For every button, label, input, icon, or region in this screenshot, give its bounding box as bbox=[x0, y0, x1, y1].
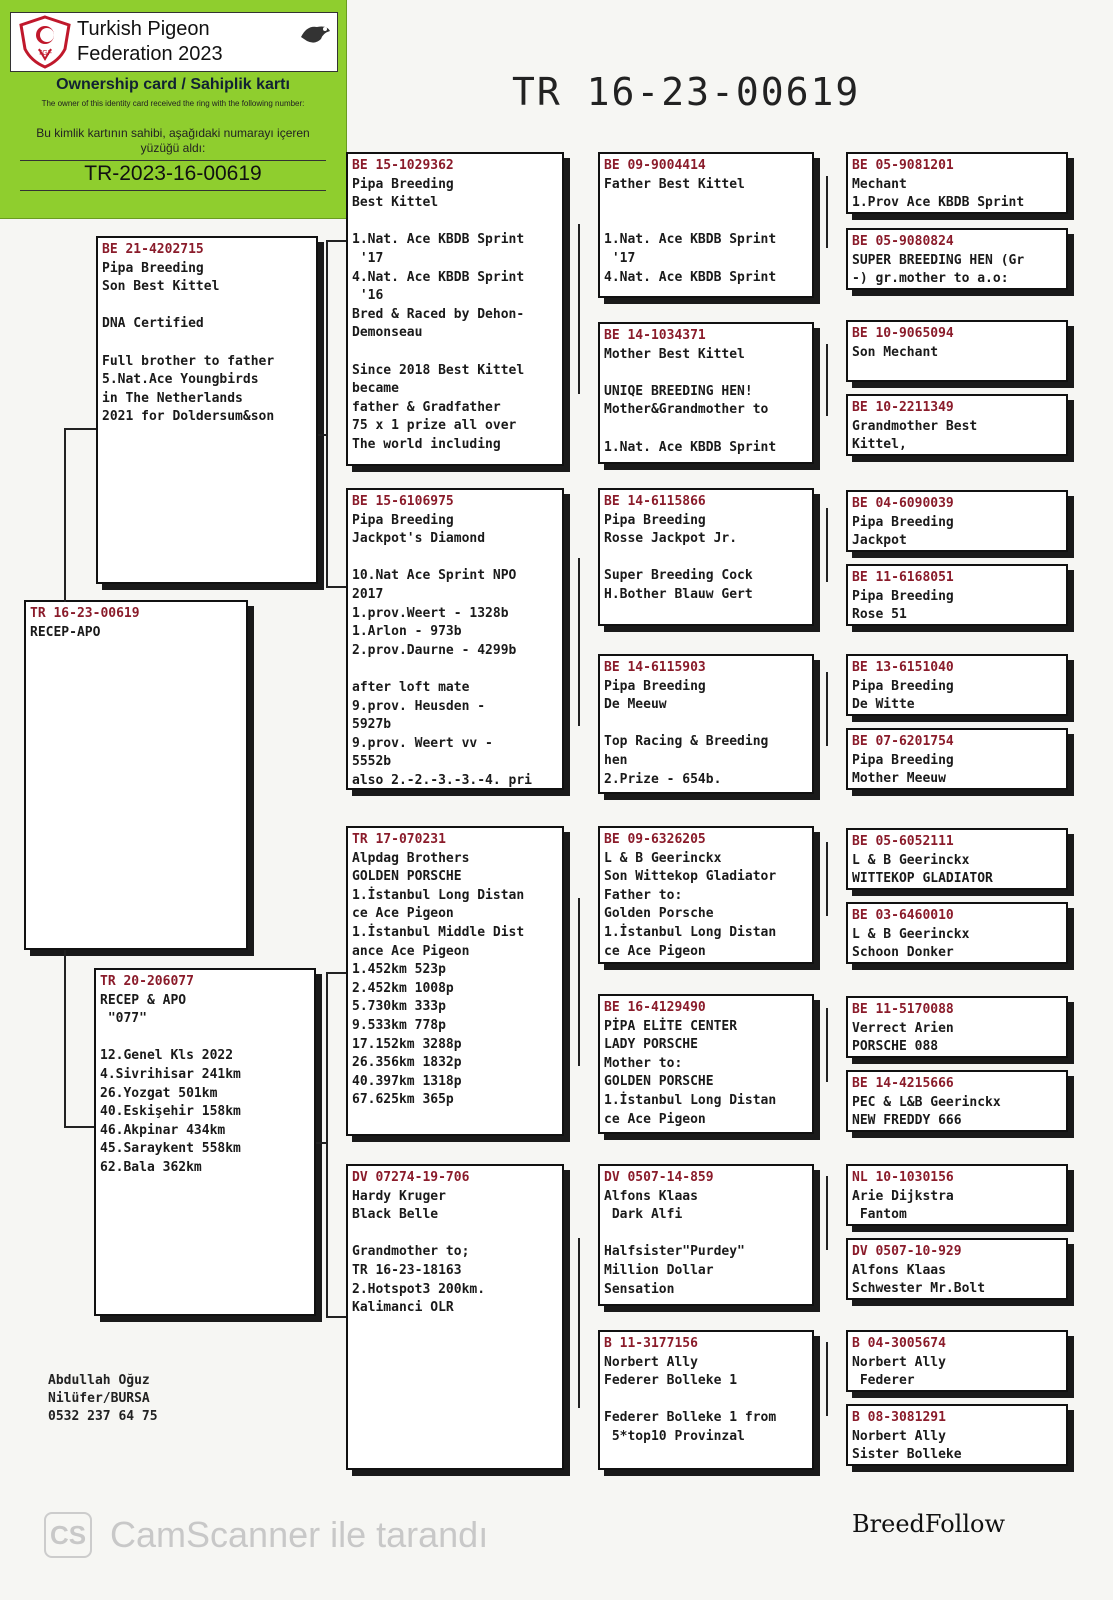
gen4-pigeon-14 bbox=[846, 1238, 1068, 1300]
pigeon-notes: Arie Dijkstra Fantom bbox=[852, 1188, 954, 1223]
pigeon-notes: Pipa Breeding Rosse Jackpot Jr. Super Breeding Cock H.Bother Blauw Gert bbox=[604, 512, 753, 602]
connector-line bbox=[826, 672, 828, 746]
gen4-pigeon-12 bbox=[846, 1070, 1068, 1132]
federation-title: Turkish Pigeon Federation 2023 bbox=[77, 18, 223, 65]
connector-line bbox=[64, 950, 66, 1126]
pigeon-notes: Father Best Kittel 1.Nat. Ace KBDB Sprint '17 4.Nat. Ace KBDB Sprint bbox=[604, 176, 777, 285]
pigeon-notes: Verrect Arien PORSCHE 088 bbox=[852, 1020, 954, 1055]
subject-pigeon: TR 16-23-00619 RECEP-APO bbox=[24, 600, 248, 950]
pigeon-notes: Grandmother Best Kittel, bbox=[852, 418, 978, 453]
pigeon-notes: L & B Geerinckx WITTEKOP GLADIATOR bbox=[852, 852, 993, 887]
ring-id: BE 11-5170088 bbox=[852, 1002, 954, 1017]
pigeon-notes: Hardy Kruger Black Belle Grandmother to; TR 16-23-18163 2.Hotspot3 200km. Kalimanci OLR bbox=[352, 1188, 486, 1316]
ring-id: NL 10-1030156 bbox=[852, 1170, 954, 1185]
ring-id: BE 14-6115866 bbox=[604, 494, 706, 509]
ring-id: BE 15-1029362 bbox=[352, 158, 454, 173]
card-notice-tr: Bu kimlik kartının sahibi, aşağıdaki numarayı içeren yüzüğü aldı: bbox=[36, 126, 310, 155]
owner-info bbox=[48, 1372, 158, 1426]
gen4-pigeon-1 bbox=[846, 152, 1068, 214]
pigeon-notes: Pipa Breeding Rose 51 bbox=[852, 588, 954, 623]
connector-line bbox=[326, 240, 328, 586]
ring-id: B 04-3005674 bbox=[852, 1336, 946, 1351]
gen3-pigeon-2 bbox=[598, 322, 814, 464]
connector-line bbox=[326, 1316, 346, 1318]
ring-id: BE 15-6106975 bbox=[352, 494, 454, 509]
ownership-card bbox=[0, 0, 347, 219]
pigeon-notes: Pipa Breeding De Witte bbox=[852, 678, 954, 713]
owner-name: Abdullah Oğuz bbox=[48, 1373, 150, 1388]
connector-line bbox=[826, 1008, 828, 1082]
ring-id: B 08-3081291 bbox=[852, 1410, 946, 1425]
page-title: TR 16-23-00619 bbox=[512, 70, 861, 114]
ring-id: DV 0507-10-929 bbox=[852, 1244, 962, 1259]
pigeon-notes: Norbert Ally Federer bbox=[852, 1354, 946, 1389]
connector-line bbox=[578, 558, 580, 726]
connector-line bbox=[64, 1126, 94, 1128]
ring-id: BE 05-9080824 bbox=[852, 234, 954, 249]
gen2-pigeon-1 bbox=[346, 152, 564, 466]
connector-line bbox=[578, 224, 580, 394]
owner-phone: 0532 237 64 75 bbox=[48, 1409, 158, 1424]
ring-id: BE 16-4129490 bbox=[604, 1000, 706, 1015]
camscanner-icon: CS bbox=[44, 1512, 92, 1558]
ring-id: BE 11-6168051 bbox=[852, 570, 954, 585]
connector-line bbox=[326, 972, 328, 1316]
connector-line bbox=[826, 176, 828, 248]
ring-id: BE 05-9081201 bbox=[852, 158, 954, 173]
gen4-pigeon-13 bbox=[846, 1164, 1068, 1226]
sire-box: BE 21-4202715 Pipa Breeding Son Best Kittel DNA Certified Full brother to father 5.Nat.Ace Youngbirds in The Netherlands 2021 for Doldersum&son bbox=[96, 236, 318, 584]
gen3-pigeon-8 bbox=[598, 1330, 814, 1470]
gen3-pigeon-4 bbox=[598, 654, 814, 794]
ring-id: BE 09-6326205 bbox=[604, 832, 706, 847]
gen4-pigeon-2 bbox=[846, 228, 1068, 290]
ring-id: BE 14-1034371 bbox=[604, 328, 706, 343]
ring-id: BE 09-9004414 bbox=[604, 158, 706, 173]
pigeon-notes: Pipa Breeding Jackpot's Diamond 10.Nat Ace Sprint NPO 2017 1.prov.Weert - 1328b 1.Arlon - 973b 2.prov.Daurne - 4299b after loft mate 9.prov. Heusden - 5927b 9.prov. Weert vv - 5552b also 2.-2.-3.-3.-4. pri bbox=[352, 512, 533, 788]
gen4-pigeon-15 bbox=[846, 1330, 1068, 1392]
ring-id: BE 13-6151040 bbox=[852, 660, 954, 675]
owner-city: Nilüfer/BURSA bbox=[48, 1391, 150, 1406]
pigeon-notes: Alpdag Brothers GOLDEN PORSCHE 1.İstanbul Long Distan ce Ace Pigeon 1.İstanbul Middle Dist ance Ace Pigeon 1.452km 523p 2.452km 1008p 5.730km 333p 9.533km 778p 17.152km 3288p 26.356km 1832p 40.397km 1318p 67.625km 365p bbox=[352, 850, 525, 1108]
ring-id: DV 0507-14-859 bbox=[604, 1170, 714, 1185]
connector-line bbox=[316, 1142, 326, 1144]
gen2-pigeon-2 bbox=[346, 488, 564, 790]
gen4-pigeon-4 bbox=[846, 394, 1068, 456]
connector-line bbox=[578, 1238, 580, 1408]
ring-id: BE 10-9065094 bbox=[852, 326, 954, 341]
pigeon-notes: Alfons Klaas Dark Alfi Halfsister"Purdey" Million Dollar Sensation bbox=[604, 1188, 745, 1297]
scanner-text: CamScanner ile tarandı bbox=[110, 1514, 489, 1555]
pigeon-notes: Pipa Breeding Jackpot bbox=[852, 514, 954, 549]
pigeon-notes: Mother Best Kittel UNIQE BREEDING HEN! Mother&Grandmother to 1.Nat. Ace KBDB Sprint bbox=[604, 346, 777, 455]
gen3-pigeon-7 bbox=[598, 1164, 814, 1306]
connector-line bbox=[826, 1176, 828, 1250]
tgf-logo-icon bbox=[17, 15, 73, 69]
ring-id: BE 14-6115903 bbox=[604, 660, 706, 675]
pigeon-notes: Alfons Klaas Schwester Mr.Bolt bbox=[852, 1262, 986, 1297]
pigeon-notes: Pipa Breeding Best Kittel 1.Nat. Ace KBDB Sprint '17 4.Nat. Ace KBDB Sprint '16 Bred & Raced by Dehon- Demonseau Since 2018 Best Kittel became father & Gradfather 75 x 1 prize all over The world including bbox=[352, 176, 525, 452]
ring-id: BE 03-6460010 bbox=[852, 908, 954, 923]
pigeon-notes: Pipa Breeding Mother Meeuw bbox=[852, 752, 954, 787]
connector-line bbox=[826, 344, 828, 416]
ring-id: BE 07-6201754 bbox=[852, 734, 954, 749]
gen2-pigeon-4 bbox=[346, 1164, 564, 1470]
tgf-logo-text: TGF bbox=[38, 50, 52, 57]
brand-logo: BreedFollow bbox=[852, 1510, 1006, 1538]
ring-id: B 11-3177156 bbox=[604, 1336, 698, 1351]
gen4-pigeon-6 bbox=[846, 564, 1068, 626]
gen3-pigeon-5 bbox=[598, 826, 814, 964]
ring-id: BE 14-4215666 bbox=[852, 1076, 954, 1091]
connector-line bbox=[826, 508, 828, 582]
connector-line bbox=[318, 434, 326, 436]
ring-number: TR-2023-16-00619 bbox=[84, 162, 262, 185]
ring-id: BE 04-6090039 bbox=[852, 496, 954, 511]
pigeon-notes: PEC & L&B Geerinckx NEW FREDDY 666 bbox=[852, 1094, 1001, 1129]
pigeon-logo-icon bbox=[297, 19, 333, 47]
pigeon-notes: SUPER BREEDING HEN (Gr -) gr.mother to a.o: bbox=[852, 252, 1025, 287]
gen3-pigeon-3 bbox=[598, 488, 814, 626]
gen3-pigeon-1 bbox=[598, 152, 814, 298]
pigeon-notes: Norbert Ally Sister Bolleke bbox=[852, 1428, 962, 1463]
card-subtitle: Ownership card / Sahiplik kartı bbox=[56, 76, 290, 93]
federation-header bbox=[10, 12, 338, 72]
pigeon-notes: L & B Geerinckx Schoon Donker bbox=[852, 926, 970, 961]
gen2-pigeon-3 bbox=[346, 826, 564, 1136]
connector-line bbox=[326, 586, 346, 588]
pigeon-notes: Pipa Breeding De Meeuw Top Racing & Breeding hen 2.Prize - 654b. bbox=[604, 678, 769, 787]
ring-id: TR 17-070231 bbox=[352, 832, 446, 847]
connector-line bbox=[64, 428, 66, 602]
pigeon-notes: Norbert Ally Federer Bolleke 1 Federer Bolleke 1 from 5*top10 Provinzal bbox=[604, 1354, 777, 1444]
pigeon-notes: L & B Geerinckx Son Wittekop Gladiator Father to: Golden Porsche 1.İstanbul Long Distan ce Ace Pigeon bbox=[604, 850, 777, 959]
gen4-pigeon-7 bbox=[846, 654, 1068, 716]
connector-line bbox=[826, 1342, 828, 1416]
connector-line bbox=[64, 428, 96, 430]
gen4-pigeon-5 bbox=[846, 490, 1068, 552]
pigeon-notes: PİPA ELİTE CENTER LADY PORSCHE Mother to: GOLDEN PORSCHE 1.İstanbul Long Distan ce Ace Pigeon bbox=[604, 1018, 777, 1127]
gen4-pigeon-8 bbox=[846, 728, 1068, 790]
ring-id: BE 05-6052111 bbox=[852, 834, 954, 849]
gen4-pigeon-3 bbox=[846, 320, 1068, 382]
pigeon-notes: Son Mechant bbox=[852, 344, 939, 360]
pigeon-notes: Mechant 1.Prov Ace KBDB Sprint bbox=[852, 176, 1025, 211]
connector-line bbox=[326, 240, 346, 242]
gen4-pigeon-16 bbox=[846, 1404, 1068, 1466]
gen4-pigeon-11 bbox=[846, 996, 1068, 1058]
connector-line bbox=[578, 898, 580, 1066]
connector-line bbox=[326, 972, 346, 974]
gen4-pigeon-10 bbox=[846, 902, 1068, 964]
gen3-pigeon-6 bbox=[598, 994, 814, 1134]
connector-line bbox=[826, 842, 828, 916]
dam-box: TR 20-206077 RECEP & APO "077" 12.Genel Kls 2022 4.Sivrihisar 241km 26.Yozgat 501km 40.Eskişehir 158km 46.Akpinar 434km 45.Saraykent 558km 62.Bala 362km bbox=[94, 968, 316, 1316]
gen4-pigeon-9 bbox=[846, 828, 1068, 890]
divider bbox=[20, 160, 326, 161]
card-notice-en: The owner of this identity card received the ring with the following number: bbox=[41, 99, 305, 108]
divider bbox=[20, 190, 326, 191]
ring-id: BE 10-2211349 bbox=[852, 400, 954, 415]
ring-id: DV 07274-19-706 bbox=[352, 1170, 470, 1185]
